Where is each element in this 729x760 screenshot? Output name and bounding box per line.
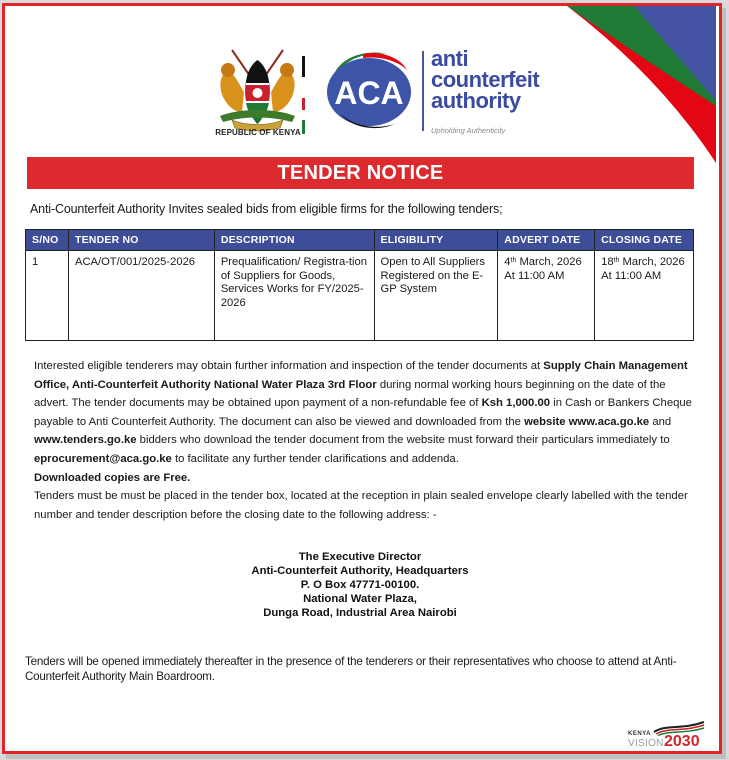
col-header-sno: S/NO <box>26 230 69 251</box>
text-run: and <box>649 415 672 428</box>
text-run: in Cash or Bankers Cheque payable to Anti Counterfeit Authority. The document can also be viewed and downloaded from the <box>34 397 692 428</box>
submission-address <box>205 550 515 620</box>
corner-ribbon-graphic <box>549 6 719 166</box>
aca-tagline: Upholding Authenticity <box>431 126 506 135</box>
tender-notice-page <box>2 3 722 754</box>
closing-month-year: March, 2026 <box>619 256 685 268</box>
table-header-row <box>26 230 694 251</box>
cell-tender-no: ACA/OT/001/2025-2026 <box>68 251 214 341</box>
closing-time: At 11:00 AM <box>601 269 662 282</box>
tender-fee: Ksh 1,000.00 <box>481 397 551 410</box>
advert-day-suffix: th <box>510 257 517 264</box>
address-line: Anti-Counterfeit Authority, Headquarters <box>251 565 469 577</box>
cell-description: Prequalification/ Registra-tion of Suppliers for Goods, Services Works for FY/2025-2026 <box>214 251 374 341</box>
table-row <box>26 251 694 341</box>
aca-logo-divider <box>422 51 424 131</box>
closing-day-suffix: th <box>613 257 620 264</box>
aca-word-counterfeit: counterfeit <box>431 67 540 92</box>
free-copies-text: Downloaded copies are Free. <box>34 471 191 484</box>
col-header-eligibility: ELIGIBILITY <box>374 230 498 251</box>
text-run: Interested eligible tenderers may obtain further information and inspection of the tender documents at <box>34 360 544 372</box>
kenya-flag-divider <box>302 56 305 121</box>
aca-word-authority: authority <box>431 88 521 113</box>
address-line: The Executive Director <box>298 551 422 563</box>
address-line: Dunga Road, Industrial Area Nairobi <box>263 607 457 619</box>
tenders-website-link[interactable]: www.tenders.go.ke <box>34 434 137 447</box>
text-run: to facilitate any further tender clarifications and addenda. <box>171 452 459 465</box>
advert-month-year: March, 2026 <box>516 256 582 268</box>
vision-word: VISION <box>628 738 664 749</box>
col-header-tender-no: TENDER NO <box>68 230 214 251</box>
republic-of-kenya-label: REPUBLIC OF KENYA <box>215 128 301 137</box>
cell-closing-date <box>595 251 694 341</box>
tender-notice-banner: TENDER NOTICE <box>27 157 694 189</box>
free-copies-note <box>34 469 694 488</box>
office-location: Supply Chain Management Office, Anti-Counterfeit Authority National Water Plaza 3rd Floor <box>34 360 688 391</box>
aca-website-link[interactable]: website www.aca.go.ke <box>524 415 650 428</box>
closing-day: 18 <box>601 256 614 268</box>
tenders-table <box>25 229 694 341</box>
instructions-paragraph <box>34 357 694 469</box>
advert-day: 4 <box>504 256 511 268</box>
cell-sno: 1 <box>26 251 69 341</box>
intro-text: Anti-Counterfeit Authority Invites sealed bids from eligible firms for the following tenders; <box>30 202 503 216</box>
procurement-email-link[interactable]: eprocurement@aca.go.ke <box>34 452 172 465</box>
submission-instructions: Tenders must be must be placed in the tender box, located at the reception in plain sealed envelope clearly labelled with the tender number and tender description before the closing date to the following address: - <box>34 490 688 521</box>
aca-wordmark <box>431 48 539 111</box>
cell-advert-date <box>498 251 595 341</box>
col-header-advert-date: ADVERT DATE <box>498 230 595 251</box>
aca-word-anti: anti <box>431 46 469 71</box>
svg-text:ACA: ACA <box>334 75 404 111</box>
col-header-closing-date: CLOSING DATE <box>595 230 694 251</box>
vision-country: KENYA <box>628 731 651 737</box>
aca-logo-icon <box>323 48 415 132</box>
address-line: P. O Box 47771-00100. <box>300 579 420 591</box>
text-run: bidders who download the tender document from the website must forward their particulars immediately to <box>136 434 670 447</box>
kenya-vision-2030-logo <box>628 720 708 750</box>
col-header-description: DESCRIPTION <box>214 230 374 251</box>
advert-time: At 11:00 AM <box>504 269 565 282</box>
instructions-text <box>34 357 694 524</box>
opening-notice-text: Tenders will be opened immediately thereafter in the presence of the tenderers or their representatives who choose to attend at Anti-Counterfeit Authority Main Boardroom. <box>25 655 677 683</box>
cell-eligibility: Open to All Suppliers Registered on the E-GP System <box>374 251 498 341</box>
kenya-coat-of-arms-icon <box>210 46 305 136</box>
vision-year: 2030 <box>664 733 700 750</box>
address-line: National Water Plaza, <box>303 593 417 605</box>
text-run: during normal working hours beginning on the date of the advert. The tender documents may be obtained upon payment of a non-refundable fee of <box>34 378 666 410</box>
